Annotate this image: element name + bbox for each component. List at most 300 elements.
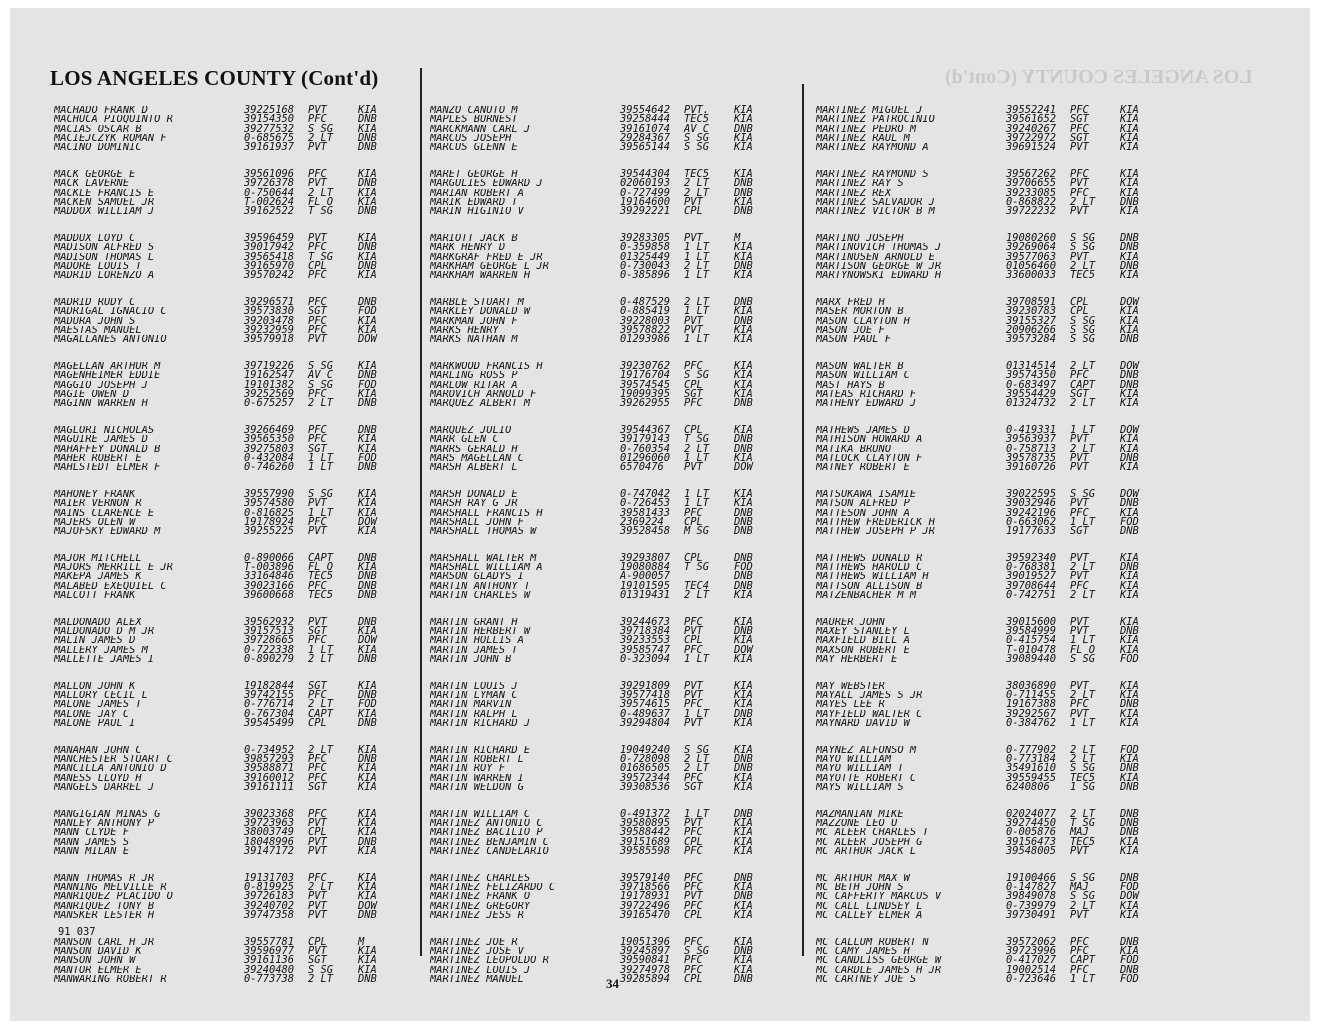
soldier-name: MAYOTTE ROBERT C <box>816 773 917 784</box>
rank: S SG <box>1070 241 1096 254</box>
entry-group <box>54 423 392 474</box>
serial-number: 20906266 <box>1006 323 1057 336</box>
soldier-name: MALLETTE JAMES I <box>54 655 155 665</box>
rank: T SG <box>308 250 334 263</box>
rank: 1 LT <box>308 506 334 519</box>
soldier-name: MAGENHEIMER EDDIE <box>54 371 161 381</box>
status: DNB <box>1120 698 1139 711</box>
serial-number: 19101382 <box>244 378 295 391</box>
entry-group <box>816 106 1154 152</box>
rank: 2 LT <box>684 186 710 199</box>
soldier-name: MARTIN WELDON G <box>430 783 524 793</box>
table-row <box>430 259 768 272</box>
soldier-name: MAINS CLARENCE E <box>54 508 155 518</box>
soldier-name: MANSON JOHN W <box>54 956 136 966</box>
soldier-name: MALONE JAY C <box>54 709 130 720</box>
table-row <box>54 106 392 115</box>
status: KIA <box>734 378 753 391</box>
soldier-name: MARLOW RITAR A <box>430 380 518 390</box>
soldier-name: MACINO DOMINIC <box>54 143 142 153</box>
rank: PVT <box>308 231 327 244</box>
table-row <box>54 143 392 152</box>
rank: PVT <box>1070 497 1089 510</box>
soldier-name: MARTINEZ SALVADOR J <box>816 197 935 208</box>
table-row <box>816 591 1154 600</box>
entry-group <box>430 743 768 794</box>
status: DNB <box>1120 561 1139 574</box>
table-row <box>816 643 1154 656</box>
status: DNB <box>1120 963 1139 976</box>
serial-number: 39160012 <box>244 771 295 784</box>
serial-number: 0-746260 <box>244 461 295 474</box>
serial-number: 2369224 <box>620 515 664 528</box>
status: KIA <box>734 333 753 346</box>
status: DNB <box>734 579 753 592</box>
status: KIA <box>734 817 753 830</box>
rank: 2 LT <box>308 972 334 985</box>
table-row <box>430 572 768 581</box>
status: KIA <box>734 131 753 144</box>
soldier-name: MARTIN JOHN B <box>430 655 512 665</box>
serial-number: 39032946 <box>1006 497 1057 510</box>
status: KIA <box>358 679 377 692</box>
table-row <box>816 743 1154 756</box>
serial-number: 0-487529 <box>620 295 671 308</box>
serial-number: 0-760354 <box>620 442 671 455</box>
status: DNB <box>358 205 377 218</box>
rank: AV C <box>308 369 334 382</box>
table-row <box>816 179 1154 188</box>
status: DNB <box>734 525 753 538</box>
table-row <box>54 378 392 391</box>
rank: AV C <box>684 122 710 135</box>
soldier-name: MARTIN CHARLES W <box>430 591 531 601</box>
rank: PFC <box>308 241 327 254</box>
table-row <box>816 551 1154 564</box>
rank: S SG <box>684 369 710 382</box>
status: KIA <box>358 506 377 519</box>
status: KIA <box>358 525 377 538</box>
status: KIA <box>734 899 753 912</box>
status: KIA <box>358 323 377 336</box>
status: KIA <box>1120 717 1139 730</box>
table-row <box>816 899 1154 912</box>
rank: PFC <box>308 433 327 446</box>
table-row <box>430 231 768 244</box>
rank: S SG <box>308 378 334 391</box>
rank: PFC <box>684 826 703 839</box>
entry-group <box>54 935 392 985</box>
table-row <box>816 615 1154 628</box>
table-row <box>430 615 768 628</box>
soldier-name: MAZMANIAN MIKE <box>816 809 904 820</box>
status: DNB <box>734 177 753 190</box>
table-row <box>430 359 768 372</box>
soldier-name: MARIN HIGINIO V <box>430 207 524 217</box>
rank: PFC <box>308 167 327 180</box>
table-row <box>816 828 1154 837</box>
status: KIA <box>358 826 377 839</box>
soldier-name: MARTINEZ FRANK O <box>430 892 531 902</box>
serial-number: 0-385896 <box>620 269 671 282</box>
table-row <box>430 271 768 280</box>
table-row <box>816 143 1154 152</box>
soldier-name: MANRIQUEZ TONY B <box>54 901 155 911</box>
serial-number: 0-885419 <box>620 305 671 318</box>
serial-number: 39565144 <box>620 141 671 154</box>
table-row <box>816 892 1154 901</box>
soldier-name: MARTINEZ REX <box>816 188 892 198</box>
column-divider-1 <box>420 68 422 956</box>
table-row <box>816 947 1154 956</box>
rank: CPL <box>684 551 703 564</box>
soldier-name: MATZENBACHER M M <box>816 591 917 601</box>
rank: MAJ <box>1070 881 1089 894</box>
rank: 2 LT <box>684 295 710 308</box>
soldier-name: MANCILLA ANTONIO D <box>54 764 167 774</box>
soldier-name: MASON JOE F <box>816 325 885 336</box>
status: DNB <box>1120 378 1139 391</box>
serial-number: 0-767304 <box>244 707 295 720</box>
status: DNB <box>734 506 753 519</box>
soldier-name: MARSHALL WALTER M <box>430 553 537 564</box>
serial-number: 39600668 <box>244 589 295 602</box>
status: KIA <box>1120 634 1139 647</box>
soldier-name: MARS MAGELLAN C <box>430 453 524 464</box>
status: FOD <box>1120 743 1139 756</box>
rank: SGT <box>1070 113 1089 126</box>
serial-number: 39269064 <box>1006 241 1057 254</box>
table-row <box>430 655 768 664</box>
soldier-name: MALLON JOHN K <box>54 681 136 692</box>
soldier-name: MARCUS JOSEPH <box>430 133 512 144</box>
table-row <box>430 899 768 912</box>
entry-group <box>816 935 1154 985</box>
serial-number: 0-683497 <box>1006 378 1057 391</box>
serial-number: 39723996 <box>1006 945 1057 958</box>
serial-number: 39151689 <box>620 835 671 848</box>
serial-number: 39291809 <box>620 679 671 692</box>
status: KIA <box>1120 945 1139 958</box>
soldier-name: MARTINEZ FELIZARDO C <box>430 883 556 893</box>
rank: PVT <box>1070 177 1089 190</box>
roster-column-3 <box>816 106 1154 1002</box>
rank: CPL <box>308 935 327 948</box>
table-row <box>816 463 1154 472</box>
status: DNB <box>1120 195 1139 208</box>
table-row <box>430 871 768 884</box>
table-row <box>430 387 768 400</box>
status: DNB <box>734 762 753 775</box>
entry-group <box>816 743 1154 794</box>
table-row <box>54 335 392 344</box>
serial-number: 39849078 <box>1006 890 1057 903</box>
rank: PFC <box>1070 935 1089 948</box>
status: DNB <box>734 890 753 903</box>
status: KIA <box>1120 442 1139 455</box>
table-row <box>54 195 392 208</box>
table-row <box>430 847 768 856</box>
status: DNB <box>734 753 753 766</box>
status: KIA <box>1120 122 1139 135</box>
serial-number: 39274978 <box>620 963 671 976</box>
soldier-name: MARTINO JOSEPH <box>816 233 904 244</box>
status: DNB <box>1120 807 1139 820</box>
rank: 2 LT <box>308 743 334 756</box>
table-row <box>816 636 1154 645</box>
soldier-name: MARKLEY DONALD W <box>430 307 531 317</box>
soldier-name: MATTHEW FREDERICK H <box>816 517 935 528</box>
rank: S SG <box>308 487 334 500</box>
soldier-name: MATTSON ALLISON B <box>816 581 923 592</box>
soldier-name: MASON CLAYTON H <box>816 316 910 326</box>
rank: PVT <box>308 104 327 116</box>
rank: S SG <box>308 122 334 135</box>
serial-number: 0-739979 <box>1006 899 1057 912</box>
soldier-name: MARTIN HERBERT W <box>430 627 531 637</box>
rank: PFC <box>308 634 327 647</box>
rank: CPL <box>684 205 703 218</box>
rank: CAPT <box>308 551 334 564</box>
rank: 2 LT <box>684 442 710 455</box>
status: KIA <box>358 817 377 830</box>
serial-number: 39023368 <box>244 807 295 820</box>
soldier-name: MAYES LEE R <box>816 700 885 710</box>
soldier-name: MARTINEZ JOSE V <box>430 947 524 957</box>
rank: CAPT <box>1070 954 1096 967</box>
soldier-name: MACIAS OSCAR B <box>54 124 142 134</box>
soldier-name: MASON WILLIAM C <box>816 371 910 381</box>
status: KIA <box>734 781 753 794</box>
serial-number: 39580895 <box>620 817 671 830</box>
entry-group <box>816 423 1154 474</box>
soldier-name: MAROVICH ARNOLD F <box>430 389 537 400</box>
entry-group <box>816 551 1154 602</box>
status: DNB <box>734 625 753 638</box>
table-row <box>54 871 392 884</box>
entry-group <box>54 615 392 666</box>
soldier-name: MALLERY JAMES M <box>54 645 148 656</box>
rank: S SG <box>684 743 710 756</box>
rank: 1 LT <box>1070 423 1096 436</box>
table-row <box>816 314 1154 327</box>
status: KIA <box>358 743 377 756</box>
table-row <box>54 451 392 464</box>
table-row <box>430 515 768 528</box>
table-row <box>816 378 1154 391</box>
soldier-name: MANSON DAVID K <box>54 947 142 957</box>
serial-number: 19049240 <box>620 743 671 756</box>
table-row <box>54 499 392 508</box>
table-row <box>430 243 768 252</box>
page-title: LOS ANGELES COUNTY (Cont'd) <box>50 66 379 90</box>
status: FOD <box>358 698 377 711</box>
soldier-name: MANAHAN JOHN C <box>54 745 142 756</box>
table-row <box>54 314 392 327</box>
status: KIA <box>734 269 753 282</box>
rank: PVT <box>1070 615 1089 628</box>
soldier-name: MARTINEZ RAYMOND A <box>816 143 929 153</box>
table-row <box>430 935 768 948</box>
table-row <box>816 435 1154 444</box>
serial-number: 19002514 <box>1006 963 1057 976</box>
rank: PFC <box>1070 122 1089 135</box>
serial-number: 0-415754 <box>1006 634 1057 647</box>
table-row <box>54 719 392 728</box>
rank: PVT <box>1070 433 1089 446</box>
status: DNB <box>1120 817 1139 830</box>
rank: M SG <box>684 525 710 538</box>
table-row <box>816 399 1154 408</box>
status: KIA <box>358 231 377 244</box>
serial-number: 39570242 <box>244 269 295 282</box>
soldier-name: MALIN JAMES D <box>54 636 136 646</box>
rank: PVT <box>684 314 703 327</box>
rank: TEC5 <box>1070 835 1096 848</box>
table-row <box>816 935 1154 948</box>
table-row <box>54 250 392 263</box>
status: FOD <box>1120 972 1139 985</box>
soldier-name: MARTINEZ MIGUEL J <box>816 106 923 116</box>
table-row <box>54 207 392 216</box>
rank: PVT <box>1070 570 1089 583</box>
serial-number: 39162522 <box>244 205 295 218</box>
rank: 1 LT <box>308 643 334 656</box>
soldier-name: MARTINEZ MANUEL <box>430 974 524 985</box>
status: KIA <box>358 954 377 967</box>
table-row <box>54 115 392 124</box>
serial-number: 0-417027 <box>1006 954 1057 967</box>
soldier-name: MADRID RUDY C <box>54 297 136 308</box>
table-row <box>430 295 768 308</box>
serial-number: 39156473 <box>1006 835 1057 848</box>
table-row <box>54 179 392 188</box>
rank: PFC <box>308 113 327 126</box>
soldier-name: MARTIN MARVIN <box>430 700 512 710</box>
soldier-name: MAJERS OLEN W <box>54 517 136 528</box>
serial-number: 35491610 <box>1006 762 1057 775</box>
rank: T SG <box>1070 817 1096 830</box>
rank: PFC <box>1070 579 1089 592</box>
status: KIA <box>734 717 753 730</box>
serial-number: 39572062 <box>1006 935 1057 948</box>
rank: 2 LT <box>308 881 334 894</box>
soldier-name: MARKS NATHAN M <box>430 335 518 345</box>
status: KIA <box>358 561 377 574</box>
soldier-name: MANSON CARL H JR <box>54 937 155 948</box>
status: KIA <box>734 451 753 464</box>
status: DNB <box>734 442 753 455</box>
status: DOW <box>1120 359 1139 372</box>
rank: T SG <box>684 561 710 574</box>
table-row <box>816 271 1154 280</box>
status: KIA <box>358 186 377 199</box>
rank: CPL <box>684 835 703 848</box>
status: KIA <box>734 689 753 702</box>
serial-number: 18048996 <box>244 835 295 848</box>
rank: PVT <box>684 323 703 336</box>
rank: PVT <box>308 141 327 154</box>
table-row <box>54 935 392 948</box>
soldier-name: MARTIN ROY F <box>430 764 506 774</box>
table-row <box>816 771 1154 784</box>
status: KIA <box>1120 589 1139 602</box>
soldier-name: MAGUIRE JAMES D <box>54 435 148 445</box>
soldier-name: MADRIGAL IGNACIO C <box>54 307 167 317</box>
rank: 2 LT <box>1070 561 1096 574</box>
soldier-name: MAPLES BURNEST <box>430 115 518 125</box>
rank: S SG <box>1070 314 1096 327</box>
serial-number: 39590841 <box>620 954 671 967</box>
rank: PFC <box>308 771 327 784</box>
rank: 2 LT <box>308 186 334 199</box>
table-row <box>54 371 392 380</box>
soldier-name: MARRS GERALD H <box>430 444 518 454</box>
serial-number: 19080260 <box>1006 231 1057 244</box>
table-row <box>54 899 392 912</box>
status: KIA <box>1120 167 1139 180</box>
serial-number: 39722232 <box>1006 205 1057 218</box>
rank: 1 LT <box>684 333 710 346</box>
status: M <box>734 231 741 244</box>
status: KIA <box>1120 314 1139 327</box>
status: KIA <box>1120 250 1139 263</box>
roster-column-1 <box>54 106 392 1002</box>
soldier-name: MARX FRED H <box>816 297 885 308</box>
serial-number: 39596459 <box>244 231 295 244</box>
rank: SGT <box>684 387 703 400</box>
soldier-name: MARGULIES EDWARD J <box>430 179 543 189</box>
rank: PVT <box>684 890 703 903</box>
status: DNB <box>358 972 377 985</box>
soldier-name: MALCOTT FRANK <box>54 591 136 601</box>
status: DNB <box>1120 762 1139 775</box>
status: DNB <box>358 461 377 474</box>
status: KIA <box>358 881 377 894</box>
serial-number: 0-663062 <box>1006 515 1057 528</box>
table-row <box>430 167 768 180</box>
rank: 1 LT <box>1070 717 1096 730</box>
soldier-name: MARTINEZ RAY S <box>816 179 904 189</box>
soldier-name: MAST HAYS B <box>816 380 885 390</box>
table-row <box>430 451 768 464</box>
serial-number: 39293807 <box>620 551 671 564</box>
status: DNB <box>734 397 753 410</box>
entry-group <box>54 871 392 921</box>
serial-number: 39574350 <box>1006 369 1057 382</box>
status: KIA <box>358 781 377 794</box>
status: DNB <box>358 717 377 730</box>
table-row <box>54 615 392 628</box>
serial-number: 39577418 <box>620 689 671 702</box>
soldier-name: MARET GEORGE H <box>430 169 518 180</box>
status: KIA <box>358 122 377 135</box>
table-row <box>54 911 392 920</box>
soldier-name: MANSKER LESTER H <box>54 911 155 921</box>
soldier-name: MARIOTT JACK B <box>430 233 518 244</box>
table-row <box>816 783 1154 792</box>
serial-number: 39154350 <box>244 113 295 126</box>
soldier-name: MARTIN RALPH L <box>430 709 518 720</box>
table-row <box>816 579 1154 592</box>
status: DNB <box>1120 369 1139 382</box>
table-row <box>816 195 1154 208</box>
soldier-name: MATTHEWS HAROLD C <box>816 563 923 573</box>
status: DNB <box>734 945 753 958</box>
table-row <box>54 259 392 272</box>
table-row <box>816 442 1154 455</box>
rank: TEC5 <box>684 113 710 126</box>
